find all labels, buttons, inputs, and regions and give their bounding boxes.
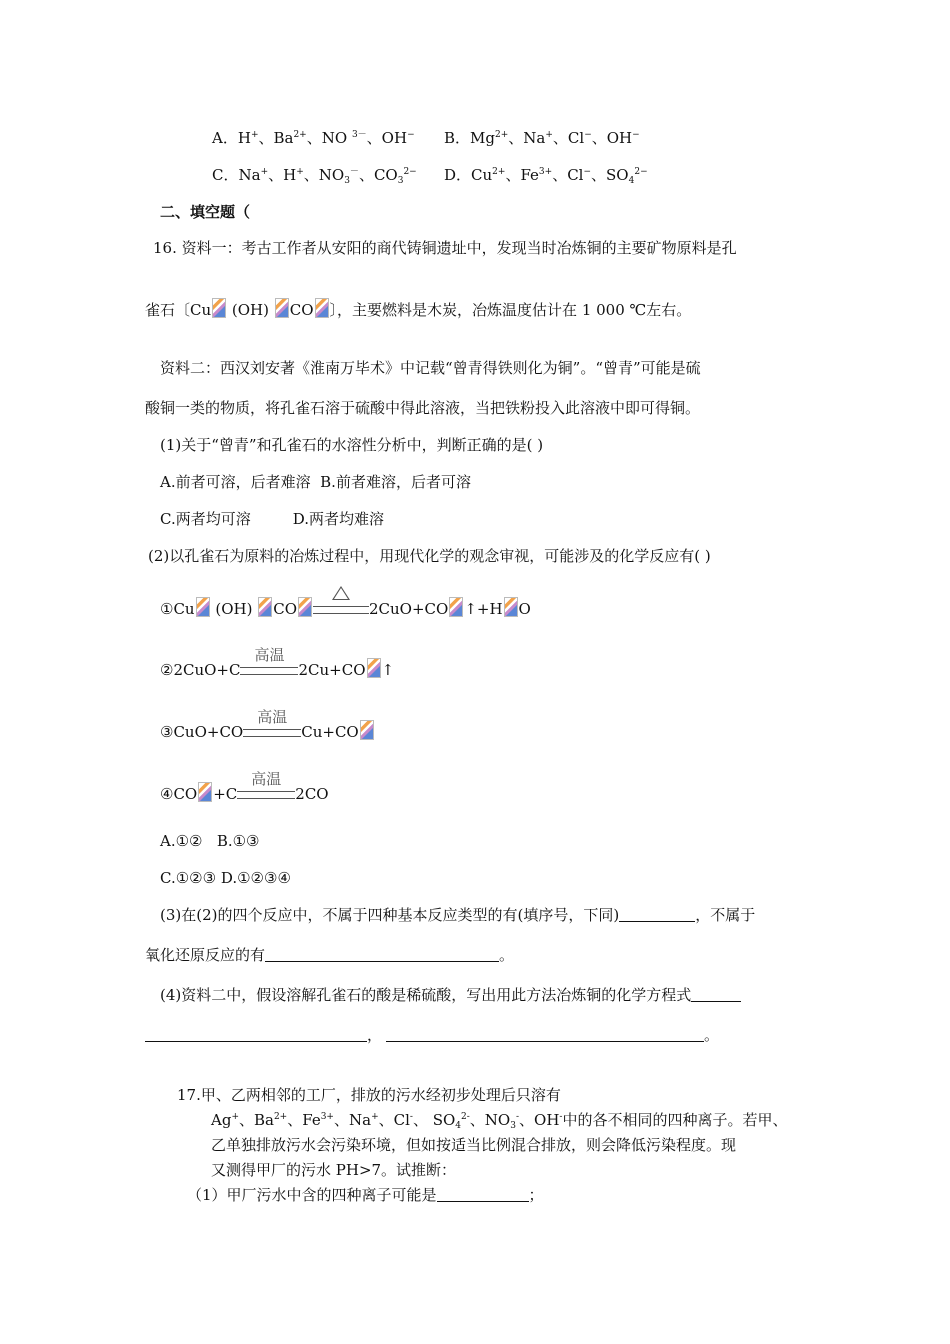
q16-line-2: 雀石〔Cu (OH) CO 〕，主要燃料是木炭，冶炼温度估计在 1 000 ℃左右。 (145, 298, 691, 320)
q16-sub1-options-row1: A.前者可溶，后者难溶 B.前者难溶，后者可溶 (160, 473, 471, 491)
reaction-2: ②2CuO+C 高温 2Cu+CO ↑ (160, 646, 395, 679)
q16-sub4-line2: ， 。 (145, 1025, 719, 1045)
formula-image (360, 720, 374, 740)
condition-equals-sign: 高温 (237, 791, 295, 799)
answer-blank[interactable] (145, 1025, 367, 1042)
formula-image (258, 597, 272, 617)
answer-blank[interactable] (691, 985, 741, 1002)
q17-line-1: 17.甲、乙两相邻的工厂，排放的污水经初步处理后只溶有 (177, 1086, 561, 1104)
answer-blank[interactable] (386, 1025, 704, 1042)
formula-image (275, 298, 289, 318)
q17-line-3: 乙单独排放污水会污染环境，但如按适当比例混合排放，则会降低污染程度。现 (211, 1136, 737, 1154)
condition-equals-sign: 高温 (243, 729, 301, 737)
q16-sub2-options-row1: A.①② B.①③ (160, 832, 260, 850)
reaction-1: ①Cu (OH) CO 2CuO+CO ↑+H O (160, 597, 531, 619)
formula-image (212, 298, 226, 318)
q17-line-2: Ag+、$Ba^{2+}$、$Fe^{3+}$、Na+、Cl-、 $SO_4^{2-}$、$NO_3^-$、OH-中的各不相同的四种离子。若甲、 (211, 1111, 788, 1131)
q16-sub2-question: (2)以孔雀石为原料的冶炼过程中，用现代化学的观念审视，可能涉及的化学反应有( ) (148, 547, 711, 565)
q16-line-1: 16. 资料一：考古工作者从安阳的商代铸铜遗址中，发现当时冶炼铜的主要矿物原料是孔 (153, 239, 737, 257)
q16-sub2-options-row2: C.①②③ D.①②③④ (160, 869, 291, 887)
formula-image (449, 597, 463, 617)
q17-sub1: （1）甲厂污水中含的四种离子可能是 ； (187, 1186, 544, 1204)
answer-blank[interactable] (437, 1185, 529, 1202)
condition-equals-sign: 高温 (240, 667, 298, 675)
section-heading: 二、填空题（ (160, 203, 251, 221)
q15-option-a: A．H+、$Ba^{2+}$、NO $^{3-}$、OH− (212, 129, 415, 147)
heat-triangle-icon (332, 586, 350, 600)
reaction-3: ③CuO+CO 高温 Cu+CO (160, 720, 375, 742)
q17-line-4: 又测得甲厂的污水 PH>7。试推断： (211, 1161, 457, 1179)
q16-sub3-line2: 氧化还原反应的有 。 (145, 946, 515, 964)
reaction-4: ④CO +C 高温 2CO (160, 770, 329, 803)
formula-image (315, 298, 329, 318)
q16-sub3-line1: (3)在(2)的四个反应中，不属于四种基本反应类型的有(填序号，下同) ，不属于 (160, 906, 756, 924)
formula-image (196, 597, 210, 617)
formula-image (367, 658, 381, 678)
answer-blank[interactable] (265, 945, 499, 962)
q16-line-4: 酸铜一类的物质，将孔雀石溶于硫酸中得此溶液，当把铁粉投入此溶液中即可得铜。 (145, 399, 701, 417)
q16-sub1-options-row2: C.两者均可溶 D.两者均难溶 (160, 510, 384, 528)
formula-image (198, 782, 212, 802)
q15-option-c: C．Na+、H+、$NO_3^-$、$CO_3^{2-}$ (212, 166, 417, 186)
q16-sub4-line1: (4)资料二中，假设溶解孔雀石的酸是稀硫酸，写出用此方法冶炼铜的化学方程式 (160, 985, 741, 1005)
q15-option-b: B．$Mg^{2+}$、Na+、Cl−、OH− (444, 129, 640, 147)
formula-image (298, 597, 312, 617)
formula-image (504, 597, 518, 617)
q16-sub1-question: (1)关于“曾青”和孔雀石的水溶性分析中，判断正确的是( ) (160, 436, 544, 454)
q15-option-d: D．$Cu^{2+}$、$Fe^{3+}$、Cl−、$SO_4^{2-}$ (444, 166, 648, 186)
answer-blank[interactable] (619, 905, 695, 922)
q16-line-3: 资料二：西汉刘安著《淮南万毕术》中记载“曾青得铁则化为铜”。“曾青”可能是硫 (160, 359, 701, 377)
heat-equals-sign (313, 606, 369, 614)
